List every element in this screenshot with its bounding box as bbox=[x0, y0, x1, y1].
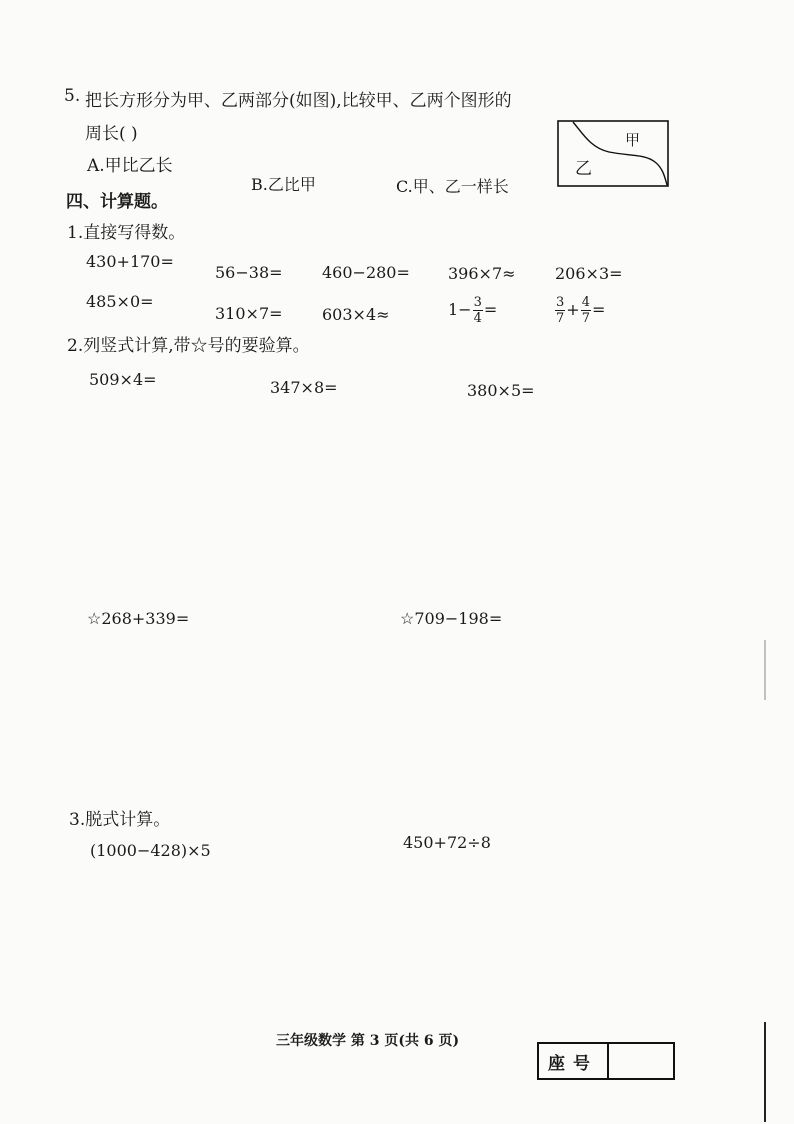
q2-item: 347×8= bbox=[270, 378, 338, 397]
q3-item: 450+72÷8 bbox=[403, 833, 491, 852]
seat-number-box bbox=[537, 1042, 675, 1080]
seat-number-field[interactable] bbox=[609, 1044, 673, 1078]
denominator: 4 bbox=[473, 311, 482, 326]
q5-option-a: A.甲比乙长 bbox=[87, 156, 173, 176]
frac-tail: = bbox=[591, 300, 606, 319]
q5-option-c: C.甲、乙一样长 bbox=[396, 177, 509, 196]
q3-title: 3.脱式计算。 bbox=[69, 810, 171, 830]
denominator: 7 bbox=[556, 311, 565, 326]
q1-item: 310×7= bbox=[215, 304, 283, 323]
numerator: 3 bbox=[556, 295, 565, 310]
page-footer: 三年级数学 第 3 页(共 6 页) bbox=[276, 1033, 460, 1049]
q5-text-line2: 周长( ) bbox=[85, 124, 138, 144]
q1-item: 396×7≈ bbox=[448, 264, 516, 283]
q1-item: 430+170= bbox=[86, 252, 174, 271]
q1-fraction-sum-item bbox=[554, 296, 605, 325]
fraction bbox=[555, 296, 565, 325]
q5-number: 5. bbox=[64, 86, 81, 106]
q3-item: (1000−428)×5 bbox=[90, 841, 211, 860]
numerator: 4 bbox=[581, 295, 590, 310]
figure-label-jia: 甲 bbox=[625, 131, 641, 149]
seat-number-label: 座号 bbox=[539, 1044, 609, 1078]
q2-title: 2.列竖式计算,带☆号的要验算。 bbox=[67, 336, 310, 356]
q5-text-line1: 把长方形分为甲、乙两部分(如图),比较甲、乙两个图形的 bbox=[85, 91, 512, 111]
q1-item: 460−280= bbox=[322, 263, 410, 282]
q2-starred-item: ☆268+339= bbox=[87, 609, 190, 628]
scan-edge-mark bbox=[764, 640, 766, 700]
q1-item: 485×0= bbox=[86, 292, 154, 311]
q2-starred-item: ☆709−198= bbox=[400, 609, 503, 628]
numerator: 3 bbox=[473, 295, 482, 310]
q5-option-b: B.乙比甲 bbox=[251, 175, 316, 194]
frac-lead: 1− bbox=[448, 300, 472, 319]
q2-item: 509×4= bbox=[89, 370, 157, 389]
section-four-title: 四、计算题。 bbox=[66, 192, 168, 212]
plus-sign: + bbox=[566, 300, 580, 319]
frac-tail: = bbox=[483, 300, 498, 319]
scan-edge-mark bbox=[764, 1022, 766, 1122]
q5-rectangle-figure bbox=[557, 120, 669, 187]
q1-title: 1.直接写得数。 bbox=[67, 223, 186, 243]
fraction bbox=[473, 296, 483, 325]
q1-item: 56−38= bbox=[215, 263, 283, 282]
denominator: 7 bbox=[581, 311, 590, 326]
q2-item: 380×5= bbox=[467, 381, 535, 400]
q1-fraction-item bbox=[448, 296, 497, 325]
figure-label-yi: 乙 bbox=[575, 159, 592, 179]
q1-item: 206×3= bbox=[555, 264, 623, 283]
fraction bbox=[581, 296, 591, 325]
q1-item: 603×4≈ bbox=[322, 305, 390, 324]
rectangle-diagram bbox=[557, 120, 669, 187]
